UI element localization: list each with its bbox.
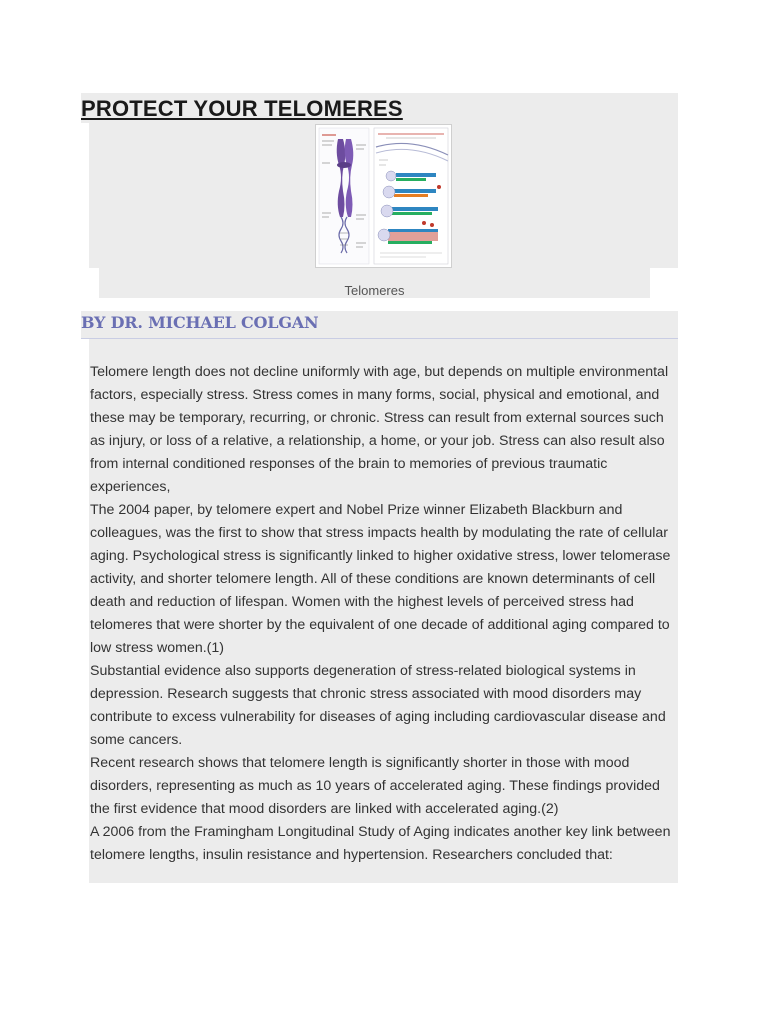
paragraph: Telomere length does not decline uniformly with age, but depends on multiple environmental factors, especially stress. Stress comes in many forms, social, physical and emotional, and these may be temporary, recurring, or chronic. Stress can result from external sources such as injury, or loss of a relative, a relationship, a home, or your job. Stress can also result also from internal conditioned responses of the brain to memories of previous traumatic experiences, bbox=[90, 364, 669, 495]
article-title: PROTECT YOUR TELOMERES bbox=[81, 96, 403, 121]
paragraph: Recent research shows that telomere length is significantly shorter in those with mood disorders, representing as much as 10 years of accelerated aging. These findings provided the first evidence that mood disorders are linked with accelerated aging.(2) bbox=[90, 755, 660, 817]
paragraph: A 2006 from the Framingham Longitudinal Study of Aging indicates another key link between telomere lengths, insulin resistance and hypertension. Researchers concluded that: bbox=[90, 824, 671, 863]
paragraph: The 2004 paper, by telomere expert and Nobel Prize winner Elizabeth Blackburn and colleagues, was the first to show that stress impacts health by modulating the rate of cellular aging. Psychological stress is significantly linked to higher oxidative stress, lower telomerase activity, and shorter telomere length. All of these conditions are known determinants of cell death and reduction of lifespan. Women with the highest levels of perceived stress had telomeres that were shorter by the equivalent of one decade of additional aging compared to low stress women.(1) bbox=[90, 502, 671, 656]
figure-caption: Telomeres bbox=[344, 283, 405, 298]
telomere-figure bbox=[315, 124, 452, 268]
paragraph: Substantial evidence also supports degeneration of stress-related biological systems in depression. Research suggests that chronic stress associated with mood disorders may contribute to excess vulnerability for diseases of aging including cardiovascular disease and some cancers. bbox=[90, 663, 666, 748]
article-byline: BY DR. MICHAEL COLGAN bbox=[81, 313, 319, 332]
article-body bbox=[90, 361, 680, 867]
telomere-diagram-icon bbox=[316, 125, 451, 267]
